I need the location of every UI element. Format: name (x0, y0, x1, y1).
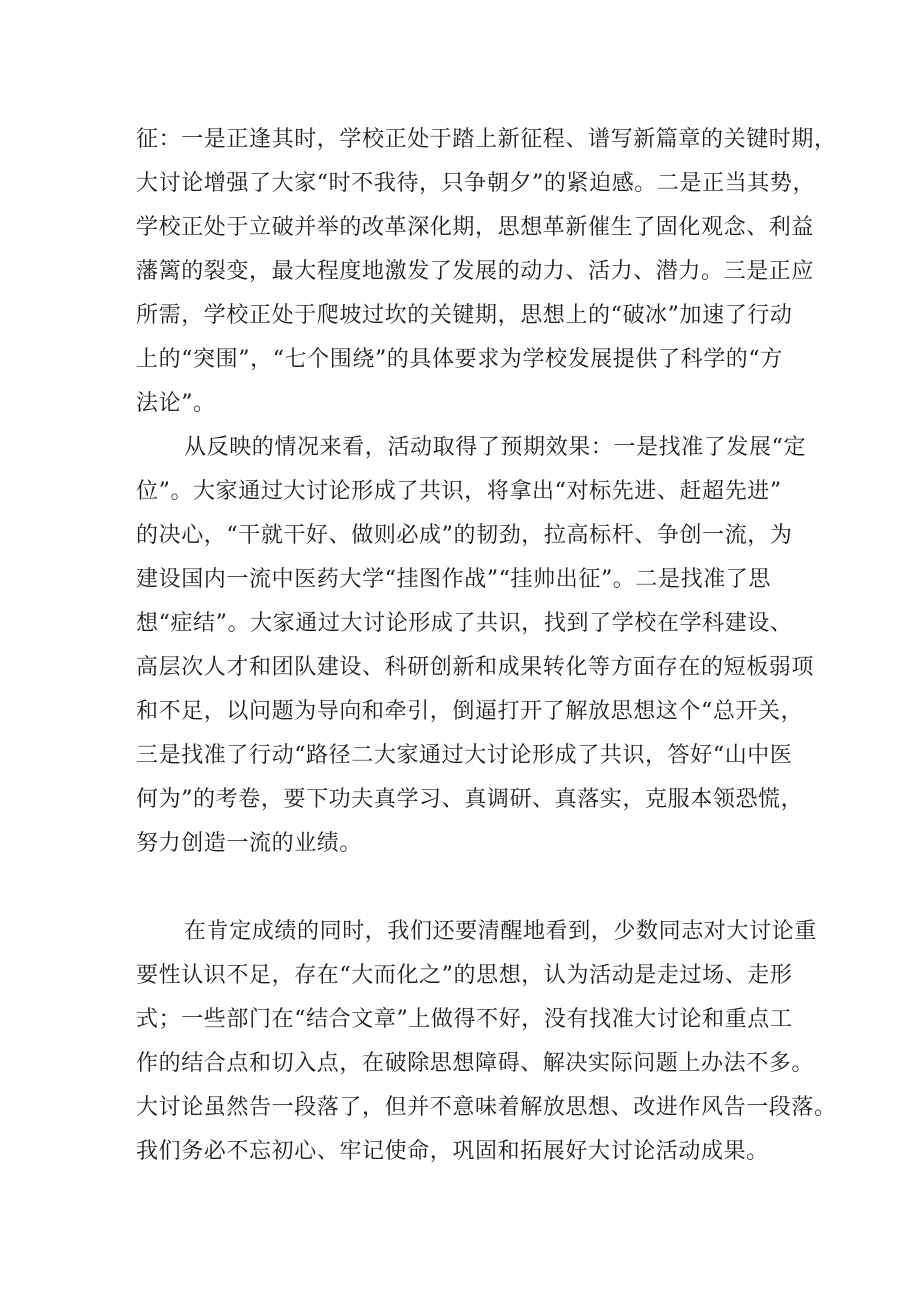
text-line: 位”。大家通过大讨论形成了共识，将拿出“对标先进、赶超先进” (136, 479, 782, 504)
paragraph-2 (136, 426, 815, 910)
text-line: 上的“突围”，“七个围绕”的具体要求为学校发展提供了科学的“方 (136, 347, 783, 372)
text-line: 高层次人才和团队建设、科研创新和成果转化等方面存在的短板弱项 (136, 655, 815, 680)
text-line: 大讨论虽然告一段落了，但并不意味着解放思想、改进作风告一段落。 (136, 1095, 837, 1120)
text-line: 努力创造一流的业绩。 (136, 831, 363, 856)
text-line: 我们务必不忘初心、牢记使命，巩固和拓展好大讨论活动成果。 (136, 1139, 769, 1164)
text-line: 的决心，“干就干好、做则必成”的韧劲，拉高标杆、争创一流，为 (136, 523, 793, 548)
text-line: 从反映的情况来看，活动取得了预期效果：一是找准了发展“定 (184, 435, 807, 460)
text-line: 大讨论增强了大家“时不我待，只争朝夕”的紧迫感。二是正当其势， (136, 171, 816, 196)
text-line: 所需，学校正处于爬坡过坎的关键期，思想上的“破冰”加速了行动 (136, 303, 793, 328)
text-line: 何为”的考卷，要下功夫真学习、真调研、真落实，克服本领恐慌， (136, 787, 804, 812)
document-body (136, 118, 837, 1174)
text-line (136, 866, 796, 910)
text-line: 学校正处于立破并举的改革深化期，思想革新催生了固化观念、利益 (136, 215, 815, 240)
text-line: 藩篱的裂变，最大程度地激发了发展的动力、活力、潜力。三是正应 (136, 259, 815, 284)
text-line: 征：一是正逢其时，学校正处于踏上新征程、谱写新篇章的关键时期， (136, 127, 837, 152)
text-line: 式；一些部门在“结合文章”上做得不好，没有找准大讨论和重点工 (136, 1007, 793, 1032)
text-line: 法论”。 (136, 391, 216, 416)
text-line: 建设国内一流中医药大学“挂图作战”“挂帅出征”。二是找准了思 (136, 567, 771, 592)
text-line: 和不足，以问题为导向和牵引，倒逼打开了解放思想这个“总开关， (136, 699, 804, 724)
text-line: 要性认识不足，存在“大而化之”的思想，认为活动是走过场、走形 (136, 963, 793, 988)
text-line: 想“症结”。大家通过大讨论形成了共识，找到了学校在学科建设、 (136, 611, 793, 636)
text-line: 三是找准了行动“路径二大家通过大讨论形成了共识，答好“山中医 (136, 743, 793, 768)
text-line: 作的结合点和切入点，在破除思想障碍、解决实际问题上办法不多。 (136, 1051, 815, 1076)
text-line: 在肯定成绩的同时，我们还要清醒地看到，少数同志对大讨论重 (184, 919, 817, 944)
paragraph-1 (136, 118, 837, 426)
paragraph-3 (136, 910, 837, 1174)
